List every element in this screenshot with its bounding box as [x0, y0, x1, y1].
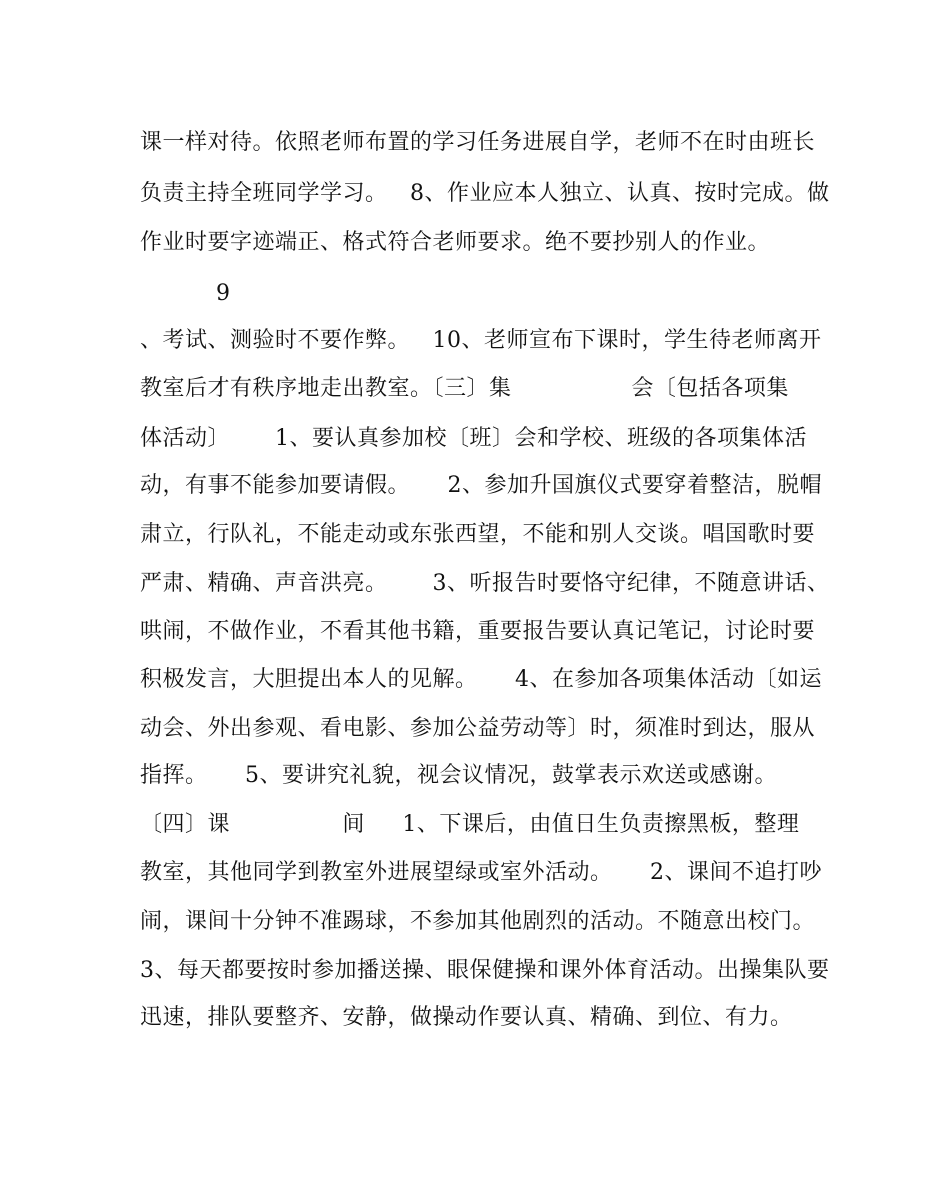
text-line-19: 迅速，排队要整齐、安静，做操动作要认真、精确、到位、有力。	[140, 1005, 793, 1030]
text-line-17: 闹，课间十分钟不准踢球，不参加其他剧烈的活动。不随意出校门。	[140, 909, 816, 934]
text-line-5: 、考试、测验时不要作弊。 10、老师宣布下课时，学生待老师离开	[140, 328, 822, 353]
text-line-3: 作业时要字迹端正、格式符合老师要求。绝不要抄别人的作业。	[140, 230, 771, 255]
text-line-15: 〔四〕课 间 1、下课后，由值日生负责擦黑板，整理	[140, 812, 800, 837]
text-line-9: 肃立，行队礼，不能走动或东张西望，不能和别人交谈。唱国歌时要	[140, 522, 816, 547]
text-line-13: 动会、外出参观、看电影、参加公益劳动等〕时，须准时到达，服从	[140, 716, 816, 741]
text-line-11: 哄闹，不做作业，不看其他书籍，重要报告要认真记笔记，讨论时要	[140, 619, 816, 644]
text-line-8: 动，有事不能参加要请假。 2、参加升国旗仪式要穿着整洁，脱帽	[140, 473, 822, 498]
text-line-14: 指挥。 5、要讲究礼貌，视会议情况，鼓掌表示欢送或感谢。	[140, 763, 777, 788]
text-line-2: 负责主持全班同学学习。 8、作业应本人独立、认真、按时完成。做	[140, 181, 830, 206]
text-line-1: 课一样对待。依照老师布置的学习任务进展自学，老师不在时由班长	[140, 130, 816, 155]
text-line-16: 教室，其他同学到教室外进展望绿或室外活动。 2、课间不追打吵	[140, 860, 822, 885]
text-line-10: 严肃、精确、声音洪亮。 3、听报告时要恪守纪律，不随意讲话、	[140, 571, 830, 596]
text-line-12: 积极发言，大胆提出本人的见解。 4、在参加各项集体活动〔如运	[140, 667, 822, 692]
text-line-7: 体活动〕 1、要认真参加校〔班〕会和学校、班级的各项集体活	[140, 426, 807, 451]
text-line-18: 3、每天都要按时参加播送操、眼保健操和课外体育活动。出操集队要	[140, 958, 830, 983]
text-line-4-number: 9	[216, 281, 231, 306]
text-line-6: 教室后才有秩序地走出教室。〔三〕集 会〔包括各项集	[140, 376, 789, 401]
